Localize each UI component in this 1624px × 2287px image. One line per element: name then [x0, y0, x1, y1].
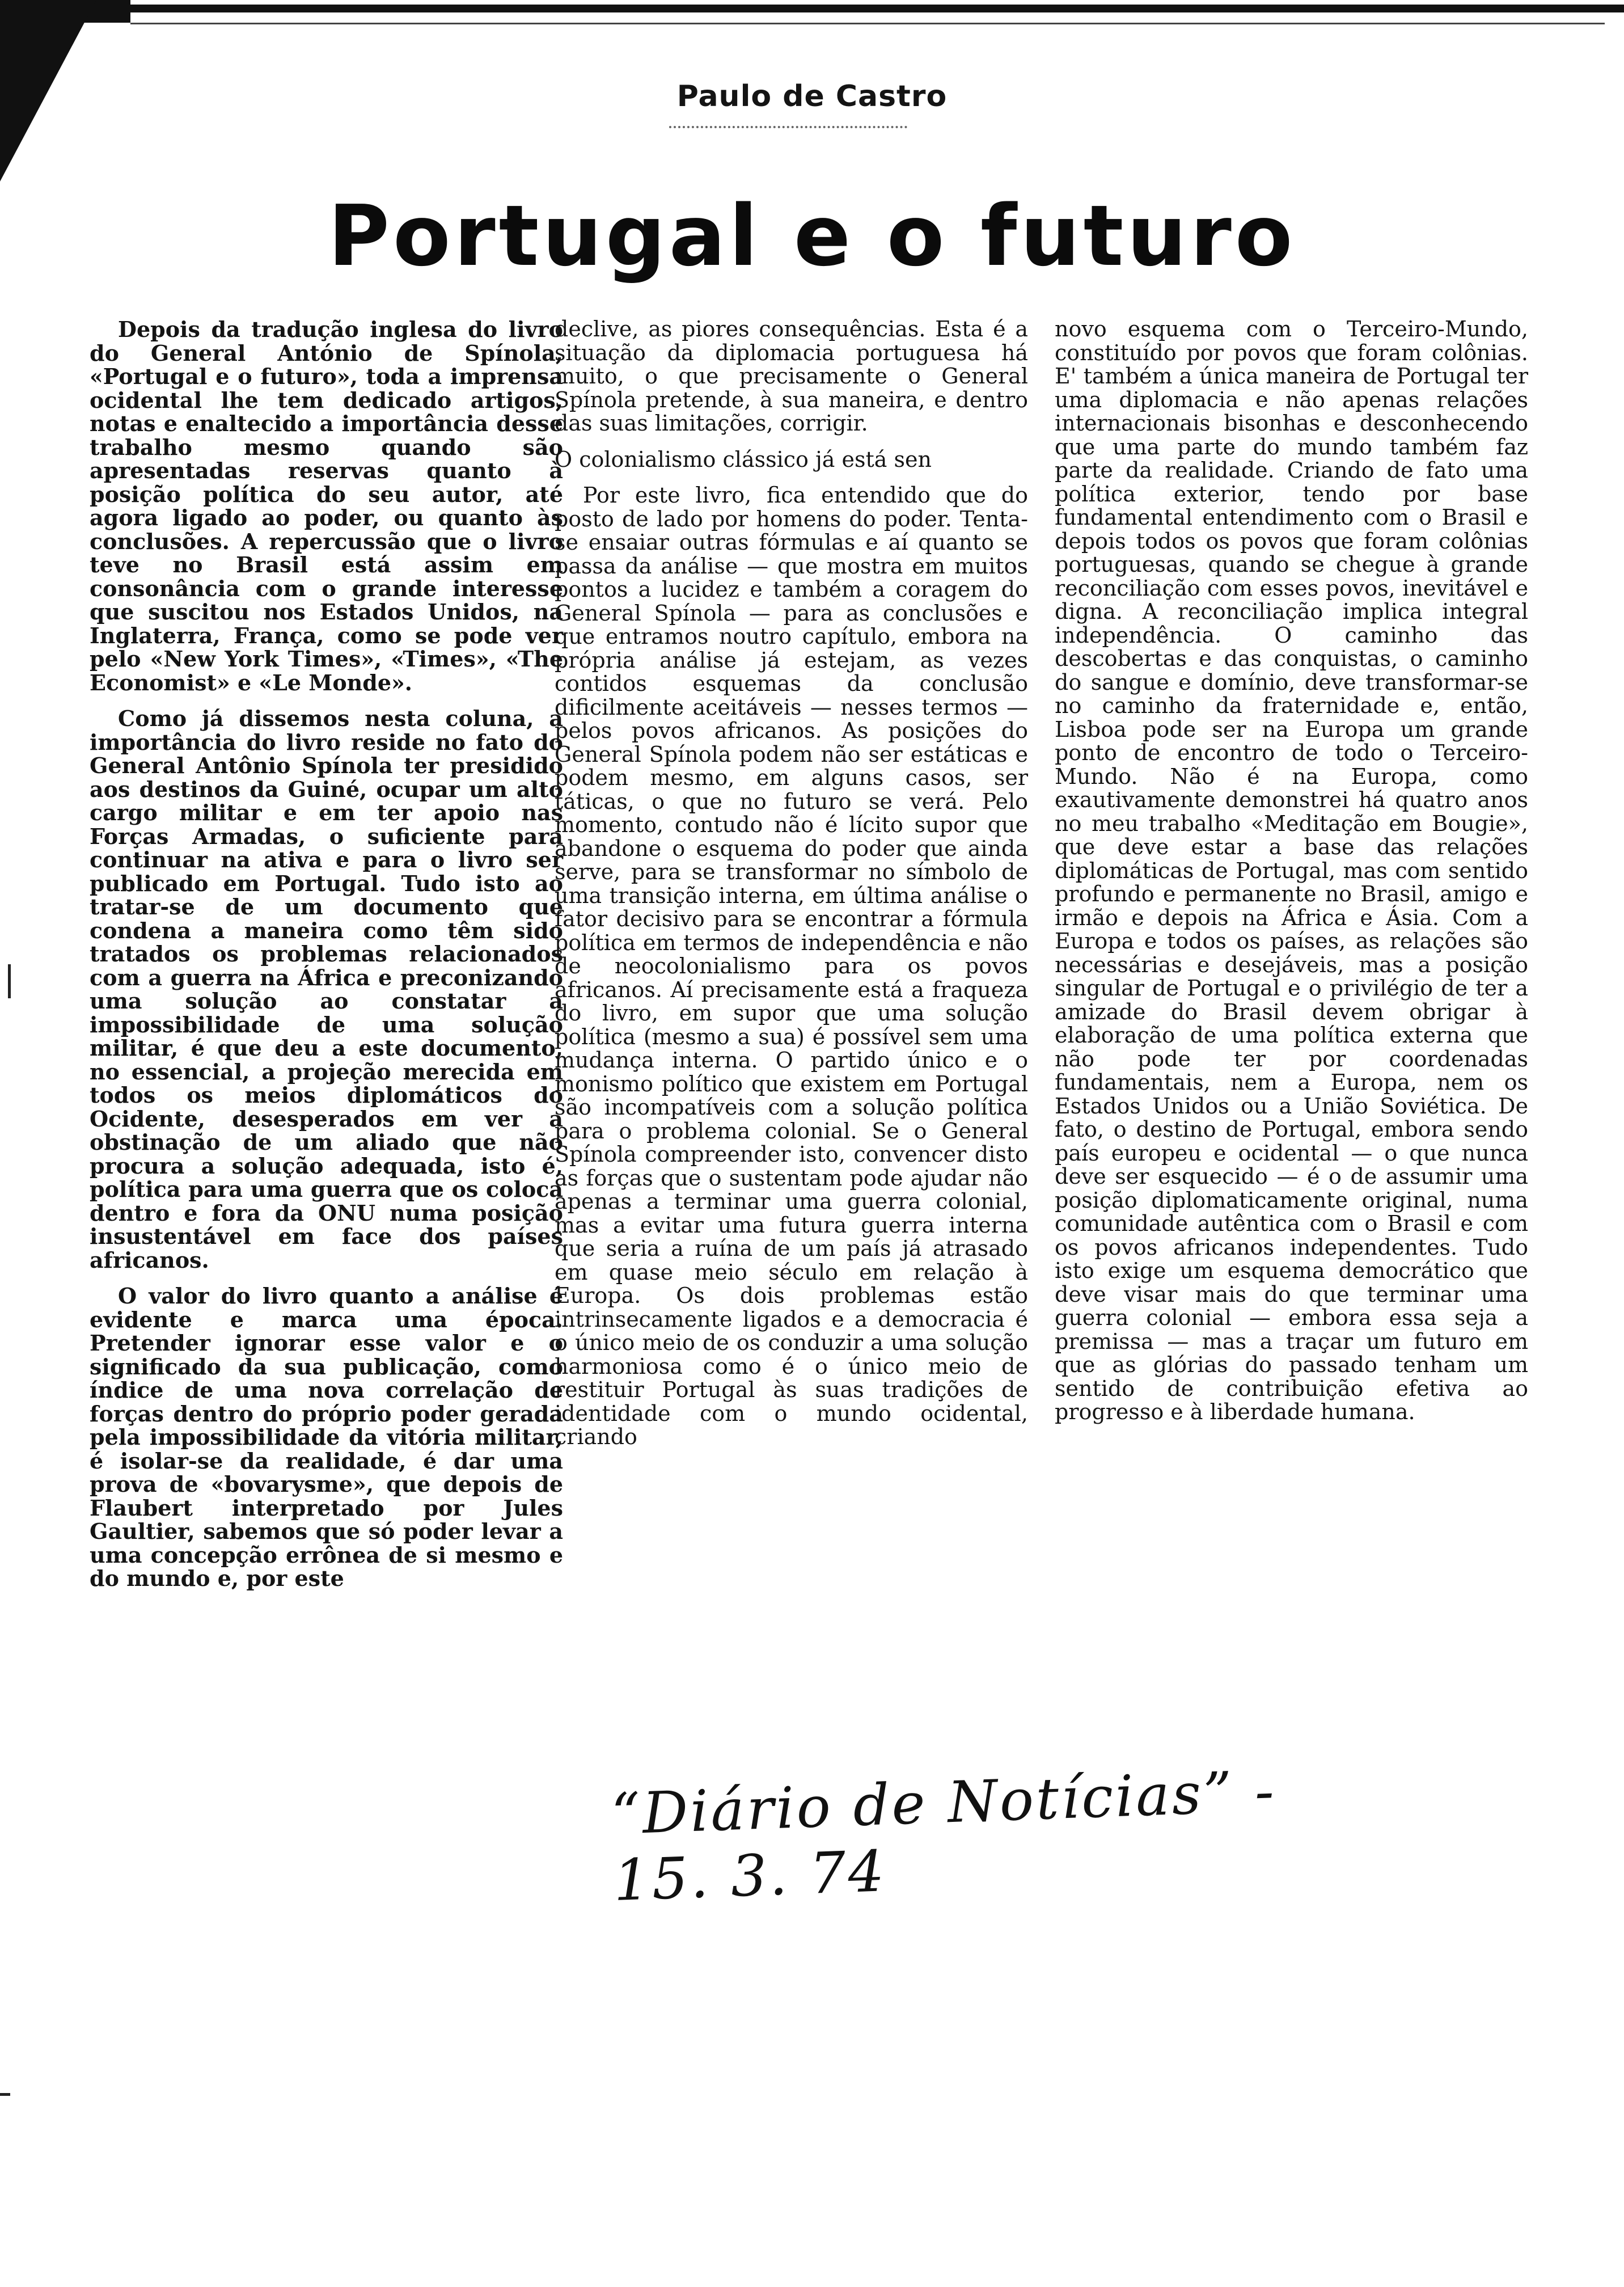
column-2-paragraph-2: O colonialismo clássico já está sen [555, 446, 932, 472]
margin-mark [8, 964, 11, 998]
column-1-paragraph-1: Depois da tradução inglesa do livro do General António de Spínola, «Portugal e o futuro», toda a imprensa ocidental lhe tem dedicado artigos, notas e enaltecido a importância desse trabalho mesmo quando são apresentadas reservas quanto à posição política do seu autor, até agora ligado ao poder, ou quanto às conclusões. A repercussão que o livro teve no Brasil está assim em consonância com o grande interesse que suscitou nos Estados Unidos, na Inglaterra, França, como se pode ver pelo «New York Times», «Times», «The Economist» e «Le Monde». [90, 317, 563, 695]
margin-tick [0, 2093, 10, 2096]
byline-rule [669, 126, 907, 128]
column-1-paragraph-3: O valor do livro quanto a análise é evidente e marca uma época. Pretender ignorar esse valor e o significado da sua publicação, como índice de uma nova correlação de forças dentro do próprio poder gerada pela impossibilidade da vitória militar, é isolar-se da realidade, é dar uma prova de «bovarysme», que depois de Flaubert interpretado por Jules Gaultier, sabemos que só poder levar a uma concepção errônea de si mesmo e do mundo e, por este [90, 1283, 563, 1591]
article-headline: Portugal e o futuro [328, 187, 1296, 285]
scan-edge-top [62, 5, 1624, 12]
author-byline: Paulo de Castro [676, 79, 948, 113]
column-1-paragraph-2: Como já dissemos nesta coluna, a importância do livro reside no fato do General Antônio Spínola ter presidido aos destinos da Guiné, ocupar um alto cargo militar e em ter apoio nas Forças Armadas, o suficiente para continuar na ativa e para o livro ser publicado em Portugal. Tudo isto ao tratar-se de um documento que condena a maneira como têm sido tratados os problemas relacionados com a guerra na África e preconizando uma solução ao constatar a impossibilidade de uma solução militar, é que deu a este documento, no essencial, a projeção merecida em todos os meios diplomáticos do Ocidente, desesperados em ver a obstinação de um aliado que não procura a solução adequada, isto é, política para uma guerra que os coloca dentro e fora da ONU numa posição insustentável em face dos países africanos. [90, 706, 563, 1273]
column-1 [90, 318, 563, 1603]
handwritten-source-note: “Diário de Notícias” - 15. 3. 74 [610, 1758, 1278, 1914]
column-2-paragraph-1: declive, as piores consequências. Esta é a situação da diplomacia portuguesa há muito, o que precisamente o General Spínola pretende, à sua maneira, e dentro das suas limitações, corrigir. [555, 317, 1028, 436]
column-3-paragraph-1: novo esquema com o Terceiro-Mundo, constituído por povos que foram colônias. E' também a única maneira de Portugal ter uma diplomacia e não apenas relações internacionais bisonhas e desconhecendo que uma parte do mundo também faz parte da realidade. Criando de fato uma política exterior, tendo por base fundamental entendimento com o Brasil e depois todos os povos que foram colônias portuguesas, quando se chegue à grande reconciliação com esses povos, inevitável e digna. A reconciliação implica integral independência. O caminho das descobertas e das conquistas, o caminho do sangue e domínio, deve transformar-se no caminho da fraternidade e, então, Lisboa pode ser na Europa um grande ponto de encontro de todo o Terceiro-Mundo. Não é na Europa, como exautivamente demonstrei há quatro anos no meu trabalho «Meditação em Bougie», que deve estar a base das relações diplomáticas de Portugal, mas com sentido profundo e permanente no Brasil, amigo e irmão e depois na África e Ásia. Com a Europa e todos os países, as relações são necessárias e desejáveis, mas a posição singular de Portugal e o privilégio de ter a amizade do Brasil devem obrigar à elaboração de uma política externa que não pode ter por coordenadas fundamentais, nem a Europa, nem os Estados Unidos ou a União Soviética. De fato, o destino de Portugal, embora sendo país europeu e ocidental — o que nunca deve ser esquecido — é o de assumir uma posição diplomaticamente original, numa comunidade autêntica com o Brasil e com os povos africanos independentes. Tudo isto exige um esquema democrático que deve visar mais do que terminar uma guerra colonial — embora essa seja a premissa — mas a traçar um futuro em que as glórias do passado tenham um sentido de contribuição efetiva ao progresso e à liberdade humana. [1055, 317, 1528, 1424]
column-2-paragraph-3: Por este livro, fica entendido que do posto de lado por homens do poder. Tenta-se ensaiar outras fórmulas e aí quanto se passa da análise — que mostra em muitos pontos a lucidez e também a coragem do General Spínola — para as conclusões e que entramos noutro capítulo, embora na própria análise já estejam, as vezes contidos esquemas da conclusão dificilmente aceitáveis — nesses termos — pelos povos africanos. As posições do General Spínola podem não ser estáticas e podem mesmo, em alguns casos, ser táticas, o que no futuro se verá. Pelo momento, contudo não é lícito supor que abandone o esquema do poder que ainda serve, para se transformar no símbolo de uma transição interna, em última análise o fator decisivo para se encontrar a fórmula política em termos de independência e não de neocolonialismo para os povos africanos. Aí precisamente está a fraqueza do livro, em supor que uma solução política (mesmo a sua) é possível sem uma mudança interna. O partido único e o monismo político que existem em Portugal são incompatíveis com a solução política para o problema colonial. Se o General Spínola compreender isto, convencer disto as forças que o sustentam pode ajudar não apenas a terminar uma guerra colonial, mas a evitar uma futura guerra interna que seria a ruína de um país já atrasado em quase meio século em relação à Europa. Os dois problemas estão intrinsecamente ligados e a democracia é o único meio de os conduzir a uma solução harmoniosa como é o único meio de restituir Portugal às suas tradições de identidade com o mundo ocidental, criando [555, 483, 1028, 1449]
column-2 [555, 318, 1028, 1462]
top-rule [130, 23, 1605, 24]
column-3 [1055, 318, 1528, 1437]
